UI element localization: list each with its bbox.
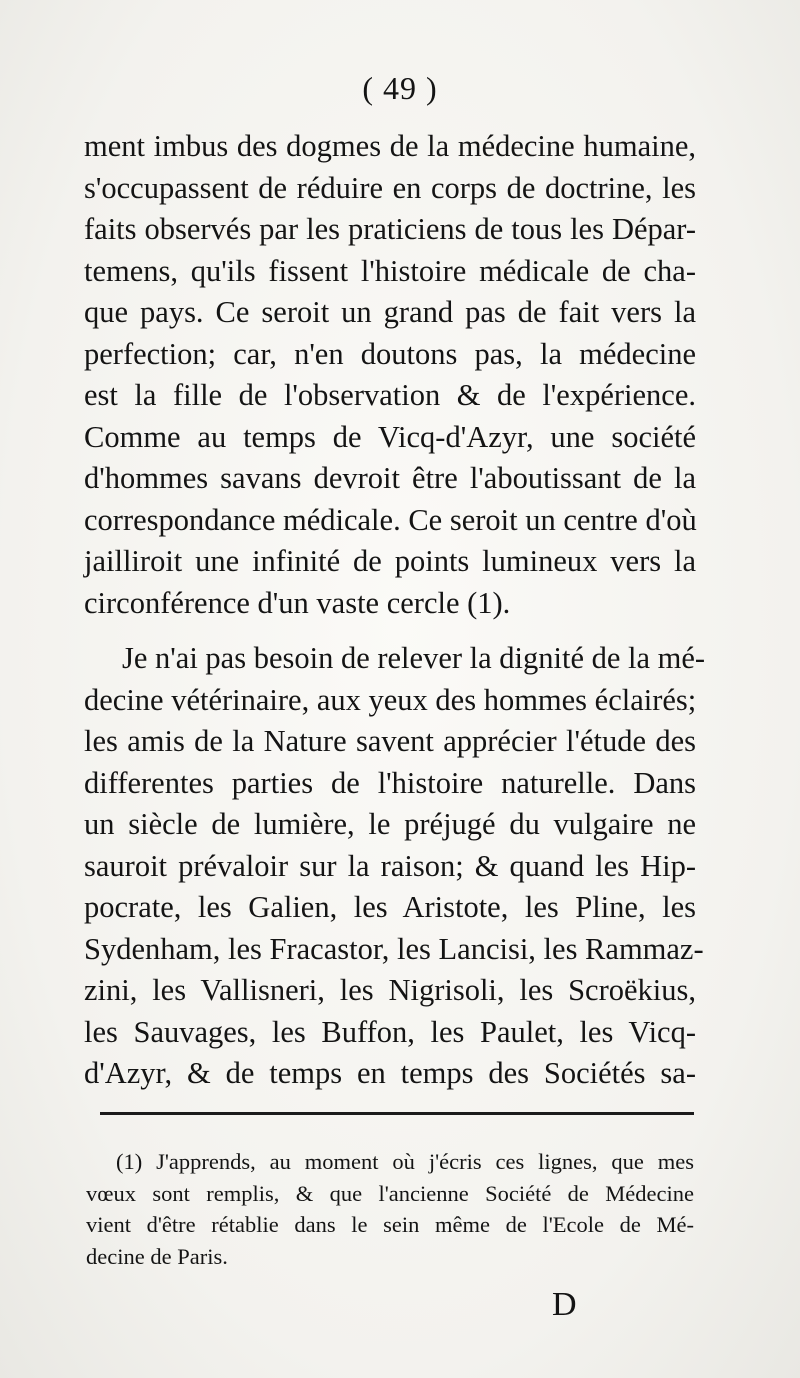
paragraph-gap <box>84 624 696 638</box>
footnote-rule <box>100 1112 694 1115</box>
footnote-line: decine de Paris. <box>86 1243 228 1269</box>
body-line: Sydenham, les Fracastor, les Lancisi, les Rammaz- <box>84 931 704 966</box>
body-text <box>84 126 706 1095</box>
body-line: circonférence d'un vaste cercle (1). <box>84 585 511 620</box>
body-line: les Sauvages, les Buffon, les Paulet, les Vicq- <box>84 1014 696 1049</box>
footnote-line: (1) J'apprends, au moment où j'écris ces lignes, que mes <box>116 1149 694 1174</box>
body-line: est la fille de l'observation & de l'expérience. <box>84 378 696 412</box>
body-line: d'hommes savans devroit être l'aboutissant de la <box>84 461 696 495</box>
body-line: correspondance médicale. Ce seroit un centre d'où <box>84 502 697 537</box>
body-line: temens, qu'ils fissent l'histoire médicale de cha- <box>84 253 696 288</box>
body-line: pocrate, les Galien, les Aristote, les Pline, les <box>84 890 696 924</box>
body-line: sauroit prévaloir sur la raison; & quand les Hip- <box>84 848 696 883</box>
body-line: d'Azyr, & de temps en temps des Sociétés sa- <box>84 1056 696 1090</box>
body-line: perfection; car, n'en doutons pas, la médecine <box>84 336 696 371</box>
signature-mark: D <box>552 1286 577 1323</box>
body-line: ment imbus des dogmes de la médecine humaine, <box>84 129 696 163</box>
footnote-line: vient d'être rétablie dans le sein même de l'Ecole de Mé- <box>86 1212 694 1237</box>
body-line: les amis de la Nature savent apprécier l'étude des <box>84 724 696 758</box>
footnote-line: vœux sont remplis, & que l'ancienne Société de Médecine <box>86 1180 694 1206</box>
page-number: ( 49 ) <box>362 70 438 106</box>
body-line: Comme au temps de Vicq-d'Azyr, une société <box>84 419 696 454</box>
body-line: faits observés par les praticiens de tous les Dépar- <box>84 212 696 246</box>
body-line: Je n'ai pas besoin de relever la dignité de la mé- <box>122 641 706 675</box>
body-line: zini, les Vallisneri, les Nigrisoli, les Scroëkius, <box>84 973 696 1007</box>
footnote <box>86 1146 694 1272</box>
body-line: jailliroit une infinité de points lumineux vers la <box>84 544 696 578</box>
body-line: que pays. Ce seroit un grand pas de fait vers la <box>84 295 696 329</box>
body-line: decine vétérinaire, aux yeux des hommes éclairés; <box>84 682 697 717</box>
body-line: s'occupassent de réduire en corps de doctrine, les <box>84 170 696 205</box>
body-line: differentes parties de l'histoire naturelle. Dans <box>84 765 696 800</box>
body-line: un siècle de lumière, le préjugé du vulgaire ne <box>84 807 696 841</box>
